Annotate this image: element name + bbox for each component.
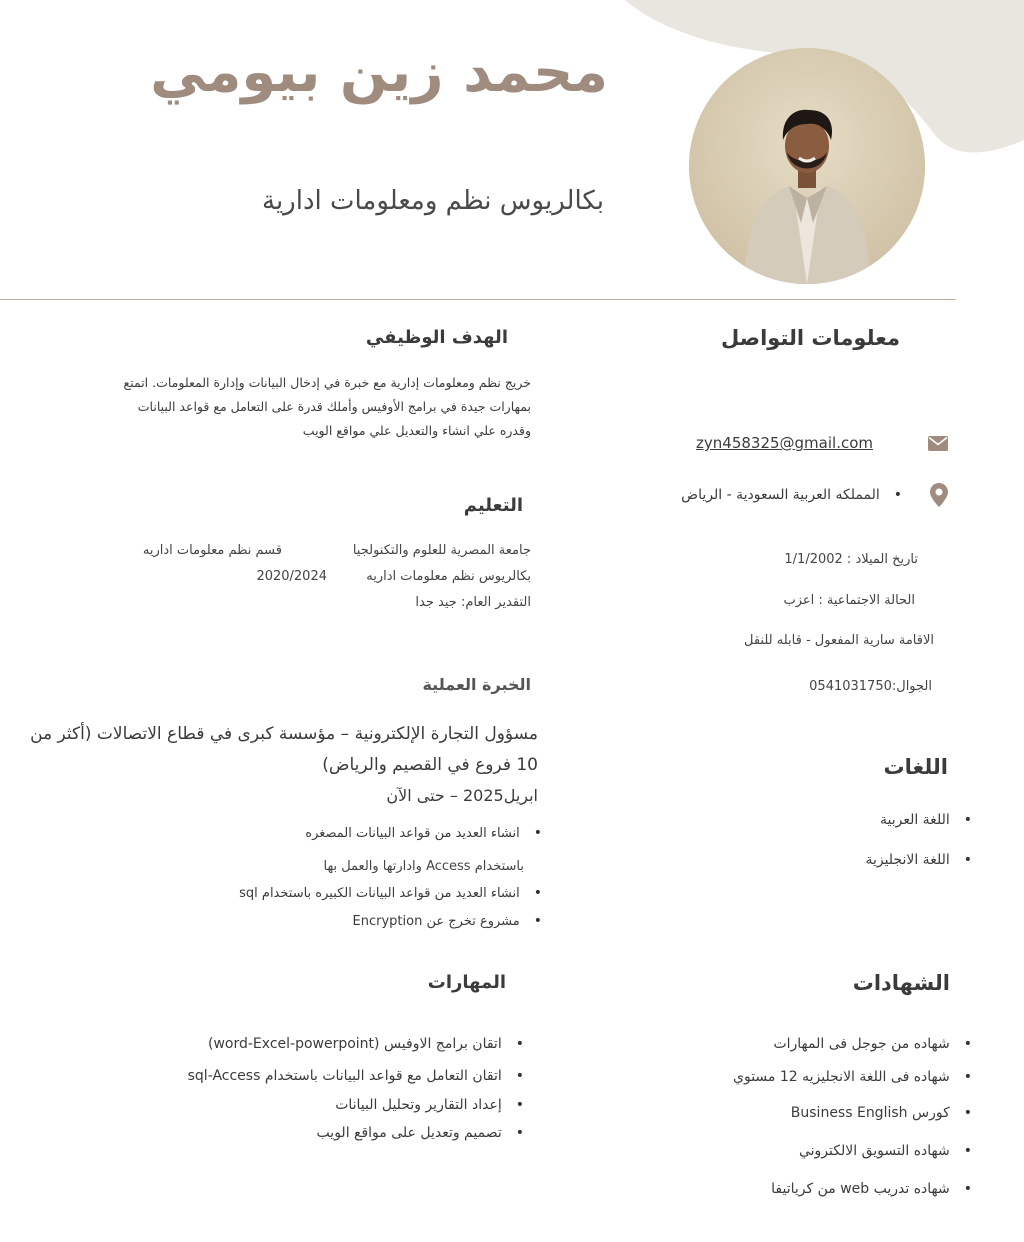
languages-heading: اللغات xyxy=(883,755,948,779)
skill-item: • اتقان برامج الاوفيس (word-Excel-powerpoint) xyxy=(208,1036,524,1052)
location-pin-icon xyxy=(930,483,948,507)
skill-item: • اتقان التعامل مع قواعد البيانات باستخدام sql-Access xyxy=(188,1068,524,1084)
education-heading: التعليم xyxy=(463,495,523,516)
degree-name: بكالريوس نظم معلومات اداريه xyxy=(366,569,531,584)
marital-status: الحالة الاجتماعية : اعزب xyxy=(783,593,915,608)
experience-period: ابريل2025 – حتى الآن xyxy=(386,786,538,805)
degree-years: 2020/2024 xyxy=(256,569,327,584)
person-name: محمد زين بيومي xyxy=(150,40,608,105)
header-divider xyxy=(0,299,956,300)
profile-photo xyxy=(689,48,925,284)
grade: التقدير العام: جيد جدا xyxy=(415,595,531,610)
experience-bullet-cont: باستخدام Access وادارتها والعمل بها xyxy=(323,859,524,874)
objective-line: بمهارات جيدة في برامج الأوفيس وأملك قدرة على التعامل مع قواعد البيانات xyxy=(137,399,531,414)
experience-bullet: • انشاء العديد من قواعد البيانات المصغره xyxy=(305,825,542,841)
email-row xyxy=(696,434,873,452)
experience-bullet: • انشاء العديد من قواعد البيانات الكبيره باستخدام sql xyxy=(239,885,542,901)
objective-line: وقدره علي انشاء والتعديل علي مواقع الويب xyxy=(302,423,531,438)
certificate-item: • شهاده من جوجل فى المهارات xyxy=(773,1036,972,1052)
job-subtitle: بكالريوس نظم ومعلومات ادارية xyxy=(262,186,604,216)
skill-item: • إعداد التقارير وتحليل البيانات xyxy=(335,1097,524,1113)
mail-icon xyxy=(928,436,948,451)
email-link[interactable]: zyn458325@gmail.com xyxy=(696,434,873,452)
certificate-item: • كورس Business English xyxy=(791,1105,972,1121)
experience-bullet: • مشروع تخرج عن Encryption xyxy=(353,913,542,929)
department-name: قسم نظم معلومات اداريه xyxy=(142,543,282,558)
experience-title-cont: 10 فروع في القصيم والرياض) xyxy=(322,755,538,775)
language-item: • اللغة العربية xyxy=(880,812,972,828)
residence-status: الاقامة سارية المفعول - قابله للنقل xyxy=(744,633,934,648)
university-name: جامعة المصرية للعلوم والتكنولجيا xyxy=(352,543,531,558)
objective-heading: الهدف الوظيفي xyxy=(365,327,508,348)
mobile-number: الجوال:0541031750 xyxy=(809,679,932,694)
birth-date: تاريخ الميلاد : 1/1/2002 xyxy=(784,552,918,567)
certificate-item: • شهاده فى اللغة الانجليزيه 12 مستوي xyxy=(733,1069,972,1085)
objective-line: خريج نظم ومعلومات إدارية مع خبرة في إدخال البيانات وإدارة المعلومات. اتمتع xyxy=(123,375,531,390)
experience-title: مسؤول التجارة الإلكترونية – مؤسسة كبرى في قطاع الاتصالات (أكثر من xyxy=(30,724,538,744)
experience-heading: الخبرة العملية xyxy=(422,675,531,694)
location-text: • المملكه العربية السعودية - الرياض xyxy=(681,487,902,503)
objective-text xyxy=(81,371,531,443)
certificate-item: • شهاده التسويق الالكتروني xyxy=(799,1143,972,1159)
certificate-item: • شهاده تدريب web من كرياتيفا xyxy=(771,1181,972,1197)
certificates-heading: الشهادات xyxy=(852,971,950,995)
skills-heading: المهارات xyxy=(427,972,506,993)
skill-item: • تصميم وتعديل على مواقع الويب xyxy=(317,1125,524,1141)
language-item: • اللغة الانجليزية xyxy=(865,852,972,868)
contact-heading: معلومات التواصل xyxy=(721,326,900,350)
